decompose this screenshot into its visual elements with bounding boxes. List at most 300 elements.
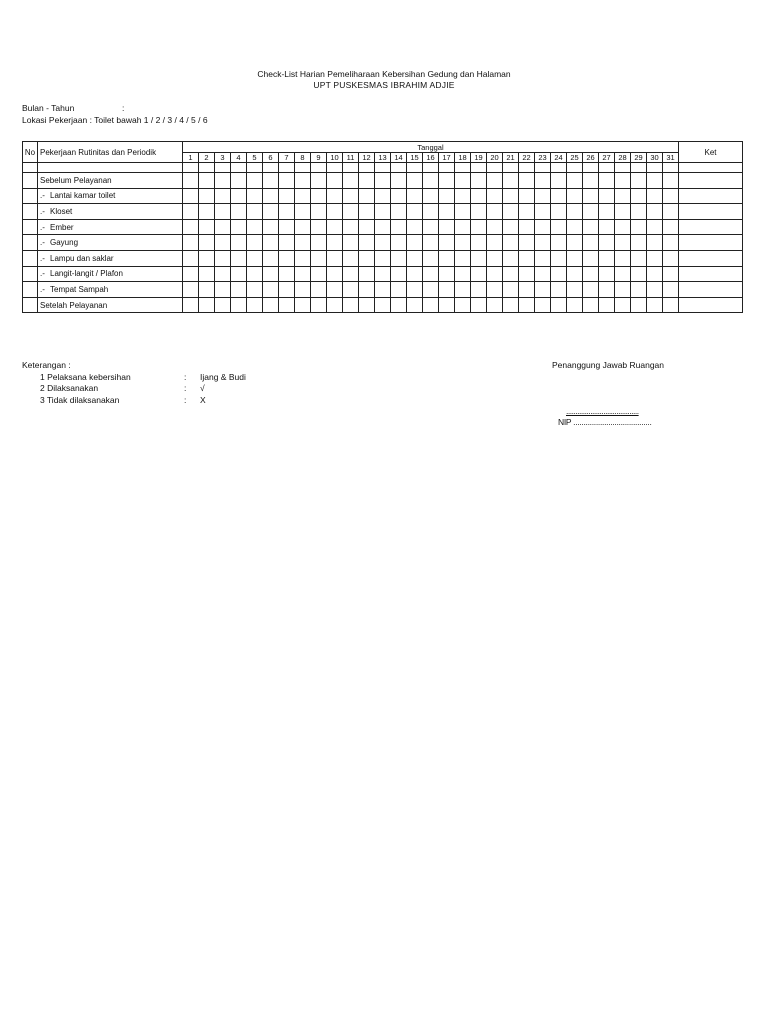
- day-cell[interactable]: [359, 163, 375, 173]
- day-cell[interactable]: [423, 173, 439, 189]
- day-cell[interactable]: [407, 235, 423, 251]
- day-cell[interactable]: [215, 297, 231, 313]
- day-cell[interactable]: [503, 219, 519, 235]
- day-cell[interactable]: [567, 235, 583, 251]
- day-cell[interactable]: [583, 163, 599, 173]
- day-cell[interactable]: [663, 163, 679, 173]
- day-cell[interactable]: [519, 250, 535, 266]
- day-cell[interactable]: [503, 188, 519, 204]
- day-cell[interactable]: [375, 219, 391, 235]
- day-cell[interactable]: [375, 173, 391, 189]
- day-cell[interactable]: [231, 204, 247, 220]
- day-cell[interactable]: [455, 163, 471, 173]
- ket-cell[interactable]: [679, 266, 743, 282]
- day-cell[interactable]: [599, 297, 615, 313]
- day-cell[interactable]: [215, 250, 231, 266]
- day-cell[interactable]: [615, 250, 631, 266]
- day-cell[interactable]: [391, 204, 407, 220]
- day-cell[interactable]: [567, 204, 583, 220]
- day-cell[interactable]: [343, 219, 359, 235]
- day-cell[interactable]: [583, 204, 599, 220]
- day-cell[interactable]: [535, 188, 551, 204]
- day-cell[interactable]: [279, 188, 295, 204]
- day-cell[interactable]: [375, 250, 391, 266]
- day-cell[interactable]: [439, 188, 455, 204]
- day-cell[interactable]: [583, 250, 599, 266]
- ket-cell[interactable]: [679, 250, 743, 266]
- day-cell[interactable]: [663, 297, 679, 313]
- day-cell[interactable]: [391, 297, 407, 313]
- day-cell[interactable]: [279, 250, 295, 266]
- day-cell[interactable]: [663, 266, 679, 282]
- day-cell[interactable]: [391, 282, 407, 298]
- day-cell[interactable]: [311, 163, 327, 173]
- day-cell[interactable]: [183, 282, 199, 298]
- ket-cell[interactable]: [679, 163, 743, 173]
- day-cell[interactable]: [343, 188, 359, 204]
- day-cell[interactable]: [455, 188, 471, 204]
- day-cell[interactable]: [615, 173, 631, 189]
- day-cell[interactable]: [327, 235, 343, 251]
- day-cell[interactable]: [279, 219, 295, 235]
- day-cell[interactable]: [599, 163, 615, 173]
- day-cell[interactable]: [247, 282, 263, 298]
- day-cell[interactable]: [407, 173, 423, 189]
- day-cell[interactable]: [263, 173, 279, 189]
- day-cell[interactable]: [551, 163, 567, 173]
- day-cell[interactable]: [439, 250, 455, 266]
- day-cell[interactable]: [327, 173, 343, 189]
- day-cell[interactable]: [359, 219, 375, 235]
- day-cell[interactable]: [551, 266, 567, 282]
- day-cell[interactable]: [183, 266, 199, 282]
- day-cell[interactable]: [663, 235, 679, 251]
- day-cell[interactable]: [391, 219, 407, 235]
- day-cell[interactable]: [615, 282, 631, 298]
- day-cell[interactable]: [343, 297, 359, 313]
- day-cell[interactable]: [471, 235, 487, 251]
- day-cell[interactable]: [327, 188, 343, 204]
- day-cell[interactable]: [215, 204, 231, 220]
- day-cell[interactable]: [375, 163, 391, 173]
- day-cell[interactable]: [343, 204, 359, 220]
- day-cell[interactable]: [247, 173, 263, 189]
- day-cell[interactable]: [599, 266, 615, 282]
- ket-cell[interactable]: [679, 282, 743, 298]
- day-cell[interactable]: [279, 163, 295, 173]
- day-cell[interactable]: [359, 235, 375, 251]
- day-cell[interactable]: [535, 282, 551, 298]
- day-cell[interactable]: [359, 266, 375, 282]
- day-cell[interactable]: [567, 250, 583, 266]
- day-cell[interactable]: [343, 266, 359, 282]
- day-cell[interactable]: [391, 163, 407, 173]
- day-cell[interactable]: [663, 188, 679, 204]
- day-cell[interactable]: [343, 163, 359, 173]
- day-cell[interactable]: [663, 219, 679, 235]
- day-cell[interactable]: [279, 235, 295, 251]
- ket-cell[interactable]: [679, 219, 743, 235]
- day-cell[interactable]: [247, 219, 263, 235]
- day-cell[interactable]: [327, 282, 343, 298]
- day-cell[interactable]: [503, 266, 519, 282]
- day-cell[interactable]: [407, 282, 423, 298]
- day-cell[interactable]: [183, 173, 199, 189]
- day-cell[interactable]: [215, 282, 231, 298]
- day-cell[interactable]: [423, 250, 439, 266]
- day-cell[interactable]: [551, 219, 567, 235]
- day-cell[interactable]: [551, 282, 567, 298]
- day-cell[interactable]: [407, 163, 423, 173]
- day-cell[interactable]: [535, 297, 551, 313]
- day-cell[interactable]: [375, 297, 391, 313]
- day-cell[interactable]: [295, 282, 311, 298]
- day-cell[interactable]: [471, 219, 487, 235]
- day-cell[interactable]: [647, 282, 663, 298]
- day-cell[interactable]: [599, 250, 615, 266]
- day-cell[interactable]: [471, 163, 487, 173]
- day-cell[interactable]: [519, 204, 535, 220]
- day-cell[interactable]: [535, 163, 551, 173]
- day-cell[interactable]: [535, 219, 551, 235]
- ket-cell[interactable]: [679, 297, 743, 313]
- day-cell[interactable]: [263, 204, 279, 220]
- day-cell[interactable]: [215, 266, 231, 282]
- day-cell[interactable]: [391, 266, 407, 282]
- day-cell[interactable]: [359, 250, 375, 266]
- day-cell[interactable]: [247, 250, 263, 266]
- day-cell[interactable]: [423, 188, 439, 204]
- day-cell[interactable]: [359, 282, 375, 298]
- day-cell[interactable]: [407, 204, 423, 220]
- day-cell[interactable]: [359, 188, 375, 204]
- day-cell[interactable]: [311, 266, 327, 282]
- day-cell[interactable]: [631, 235, 647, 251]
- day-cell[interactable]: [631, 266, 647, 282]
- day-cell[interactable]: [599, 235, 615, 251]
- day-cell[interactable]: [615, 219, 631, 235]
- day-cell[interactable]: [375, 235, 391, 251]
- day-cell[interactable]: [487, 219, 503, 235]
- day-cell[interactable]: [263, 282, 279, 298]
- day-cell[interactable]: [423, 282, 439, 298]
- day-cell[interactable]: [215, 173, 231, 189]
- day-cell[interactable]: [583, 219, 599, 235]
- day-cell[interactable]: [583, 297, 599, 313]
- day-cell[interactable]: [407, 188, 423, 204]
- day-cell[interactable]: [471, 297, 487, 313]
- day-cell[interactable]: [183, 219, 199, 235]
- day-cell[interactable]: [519, 163, 535, 173]
- day-cell[interactable]: [199, 297, 215, 313]
- day-cell[interactable]: [663, 250, 679, 266]
- day-cell[interactable]: [215, 188, 231, 204]
- day-cell[interactable]: [247, 235, 263, 251]
- day-cell[interactable]: [375, 282, 391, 298]
- day-cell[interactable]: [535, 266, 551, 282]
- day-cell[interactable]: [199, 204, 215, 220]
- ket-cell[interactable]: [679, 204, 743, 220]
- day-cell[interactable]: [279, 266, 295, 282]
- day-cell[interactable]: [631, 297, 647, 313]
- day-cell[interactable]: [551, 250, 567, 266]
- day-cell[interactable]: [583, 266, 599, 282]
- day-cell[interactable]: [455, 219, 471, 235]
- day-cell[interactable]: [455, 235, 471, 251]
- day-cell[interactable]: [615, 235, 631, 251]
- day-cell[interactable]: [391, 250, 407, 266]
- day-cell[interactable]: [199, 173, 215, 189]
- day-cell[interactable]: [263, 297, 279, 313]
- day-cell[interactable]: [487, 163, 503, 173]
- day-cell[interactable]: [631, 163, 647, 173]
- day-cell[interactable]: [615, 163, 631, 173]
- day-cell[interactable]: [295, 297, 311, 313]
- day-cell[interactable]: [631, 188, 647, 204]
- day-cell[interactable]: [199, 266, 215, 282]
- day-cell[interactable]: [199, 163, 215, 173]
- day-cell[interactable]: [535, 235, 551, 251]
- day-cell[interactable]: [647, 297, 663, 313]
- day-cell[interactable]: [471, 204, 487, 220]
- day-cell[interactable]: [247, 204, 263, 220]
- day-cell[interactable]: [407, 250, 423, 266]
- day-cell[interactable]: [487, 188, 503, 204]
- day-cell[interactable]: [599, 173, 615, 189]
- ket-cell[interactable]: [679, 188, 743, 204]
- day-cell[interactable]: [423, 163, 439, 173]
- day-cell[interactable]: [647, 219, 663, 235]
- day-cell[interactable]: [519, 266, 535, 282]
- day-cell[interactable]: [407, 297, 423, 313]
- day-cell[interactable]: [359, 204, 375, 220]
- day-cell[interactable]: [183, 163, 199, 173]
- day-cell[interactable]: [231, 163, 247, 173]
- day-cell[interactable]: [183, 204, 199, 220]
- day-cell[interactable]: [343, 282, 359, 298]
- day-cell[interactable]: [199, 235, 215, 251]
- day-cell[interactable]: [503, 204, 519, 220]
- day-cell[interactable]: [199, 188, 215, 204]
- day-cell[interactable]: [631, 219, 647, 235]
- day-cell[interactable]: [295, 173, 311, 189]
- day-cell[interactable]: [295, 235, 311, 251]
- day-cell[interactable]: [183, 250, 199, 266]
- day-cell[interactable]: [647, 173, 663, 189]
- day-cell[interactable]: [535, 250, 551, 266]
- day-cell[interactable]: [407, 219, 423, 235]
- day-cell[interactable]: [663, 204, 679, 220]
- day-cell[interactable]: [183, 235, 199, 251]
- day-cell[interactable]: [519, 282, 535, 298]
- day-cell[interactable]: [311, 188, 327, 204]
- day-cell[interactable]: [199, 219, 215, 235]
- day-cell[interactable]: [551, 235, 567, 251]
- day-cell[interactable]: [647, 266, 663, 282]
- day-cell[interactable]: [615, 266, 631, 282]
- day-cell[interactable]: [663, 282, 679, 298]
- day-cell[interactable]: [247, 297, 263, 313]
- day-cell[interactable]: [487, 204, 503, 220]
- day-cell[interactable]: [391, 188, 407, 204]
- day-cell[interactable]: [263, 163, 279, 173]
- day-cell[interactable]: [519, 173, 535, 189]
- day-cell[interactable]: [327, 297, 343, 313]
- day-cell[interactable]: [423, 235, 439, 251]
- day-cell[interactable]: [503, 173, 519, 189]
- day-cell[interactable]: [295, 163, 311, 173]
- day-cell[interactable]: [631, 250, 647, 266]
- day-cell[interactable]: [663, 173, 679, 189]
- day-cell[interactable]: [231, 219, 247, 235]
- day-cell[interactable]: [295, 204, 311, 220]
- day-cell[interactable]: [551, 188, 567, 204]
- day-cell[interactable]: [487, 282, 503, 298]
- day-cell[interactable]: [423, 266, 439, 282]
- day-cell[interactable]: [599, 219, 615, 235]
- day-cell[interactable]: [279, 173, 295, 189]
- day-cell[interactable]: [215, 163, 231, 173]
- day-cell[interactable]: [439, 219, 455, 235]
- day-cell[interactable]: [583, 282, 599, 298]
- day-cell[interactable]: [439, 163, 455, 173]
- day-cell[interactable]: [295, 219, 311, 235]
- day-cell[interactable]: [343, 250, 359, 266]
- day-cell[interactable]: [231, 266, 247, 282]
- day-cell[interactable]: [439, 235, 455, 251]
- day-cell[interactable]: [311, 282, 327, 298]
- day-cell[interactable]: [583, 173, 599, 189]
- day-cell[interactable]: [615, 204, 631, 220]
- day-cell[interactable]: [295, 188, 311, 204]
- day-cell[interactable]: [247, 188, 263, 204]
- day-cell[interactable]: [615, 188, 631, 204]
- day-cell[interactable]: [599, 282, 615, 298]
- day-cell[interactable]: [359, 173, 375, 189]
- day-cell[interactable]: [535, 204, 551, 220]
- day-cell[interactable]: [487, 297, 503, 313]
- day-cell[interactable]: [455, 266, 471, 282]
- day-cell[interactable]: [471, 188, 487, 204]
- day-cell[interactable]: [263, 235, 279, 251]
- day-cell[interactable]: [311, 297, 327, 313]
- day-cell[interactable]: [471, 173, 487, 189]
- day-cell[interactable]: [231, 173, 247, 189]
- day-cell[interactable]: [359, 297, 375, 313]
- day-cell[interactable]: [647, 188, 663, 204]
- day-cell[interactable]: [599, 188, 615, 204]
- day-cell[interactable]: [375, 204, 391, 220]
- day-cell[interactable]: [295, 266, 311, 282]
- day-cell[interactable]: [327, 204, 343, 220]
- day-cell[interactable]: [327, 219, 343, 235]
- day-cell[interactable]: [567, 173, 583, 189]
- day-cell[interactable]: [279, 297, 295, 313]
- day-cell[interactable]: [567, 163, 583, 173]
- ket-cell[interactable]: [679, 235, 743, 251]
- day-cell[interactable]: [391, 173, 407, 189]
- day-cell[interactable]: [391, 235, 407, 251]
- day-cell[interactable]: [631, 204, 647, 220]
- day-cell[interactable]: [631, 173, 647, 189]
- day-cell[interactable]: [199, 250, 215, 266]
- day-cell[interactable]: [423, 297, 439, 313]
- day-cell[interactable]: [487, 250, 503, 266]
- day-cell[interactable]: [311, 235, 327, 251]
- day-cell[interactable]: [327, 266, 343, 282]
- day-cell[interactable]: [455, 204, 471, 220]
- day-cell[interactable]: [503, 282, 519, 298]
- day-cell[interactable]: [567, 282, 583, 298]
- day-cell[interactable]: [535, 173, 551, 189]
- day-cell[interactable]: [647, 250, 663, 266]
- day-cell[interactable]: [503, 250, 519, 266]
- day-cell[interactable]: [263, 188, 279, 204]
- day-cell[interactable]: [503, 297, 519, 313]
- day-cell[interactable]: [183, 297, 199, 313]
- day-cell[interactable]: [407, 266, 423, 282]
- day-cell[interactable]: [551, 297, 567, 313]
- day-cell[interactable]: [215, 219, 231, 235]
- day-cell[interactable]: [503, 163, 519, 173]
- day-cell[interactable]: [247, 266, 263, 282]
- day-cell[interactable]: [439, 266, 455, 282]
- day-cell[interactable]: [487, 235, 503, 251]
- day-cell[interactable]: [183, 188, 199, 204]
- day-cell[interactable]: [215, 235, 231, 251]
- day-cell[interactable]: [375, 188, 391, 204]
- day-cell[interactable]: [231, 282, 247, 298]
- day-cell[interactable]: [519, 219, 535, 235]
- day-cell[interactable]: [311, 204, 327, 220]
- day-cell[interactable]: [439, 282, 455, 298]
- day-cell[interactable]: [487, 266, 503, 282]
- day-cell[interactable]: [471, 266, 487, 282]
- day-cell[interactable]: [279, 282, 295, 298]
- day-cell[interactable]: [439, 297, 455, 313]
- day-cell[interactable]: [199, 282, 215, 298]
- day-cell[interactable]: [583, 235, 599, 251]
- day-cell[interactable]: [295, 250, 311, 266]
- ket-cell[interactable]: [679, 173, 743, 189]
- day-cell[interactable]: [231, 235, 247, 251]
- day-cell[interactable]: [423, 204, 439, 220]
- day-cell[interactable]: [471, 250, 487, 266]
- day-cell[interactable]: [311, 219, 327, 235]
- day-cell[interactable]: [551, 173, 567, 189]
- day-cell[interactable]: [263, 266, 279, 282]
- day-cell[interactable]: [503, 235, 519, 251]
- day-cell[interactable]: [231, 297, 247, 313]
- day-cell[interactable]: [567, 297, 583, 313]
- day-cell[interactable]: [519, 235, 535, 251]
- day-cell[interactable]: [263, 250, 279, 266]
- day-cell[interactable]: [455, 250, 471, 266]
- day-cell[interactable]: [519, 297, 535, 313]
- day-cell[interactable]: [551, 204, 567, 220]
- day-cell[interactable]: [439, 173, 455, 189]
- day-cell[interactable]: [311, 173, 327, 189]
- day-cell[interactable]: [647, 163, 663, 173]
- day-cell[interactable]: [279, 204, 295, 220]
- day-cell[interactable]: [567, 266, 583, 282]
- day-cell[interactable]: [599, 204, 615, 220]
- day-cell[interactable]: [311, 250, 327, 266]
- day-cell[interactable]: [647, 204, 663, 220]
- day-cell[interactable]: [615, 297, 631, 313]
- day-cell[interactable]: [263, 219, 279, 235]
- day-cell[interactable]: [439, 204, 455, 220]
